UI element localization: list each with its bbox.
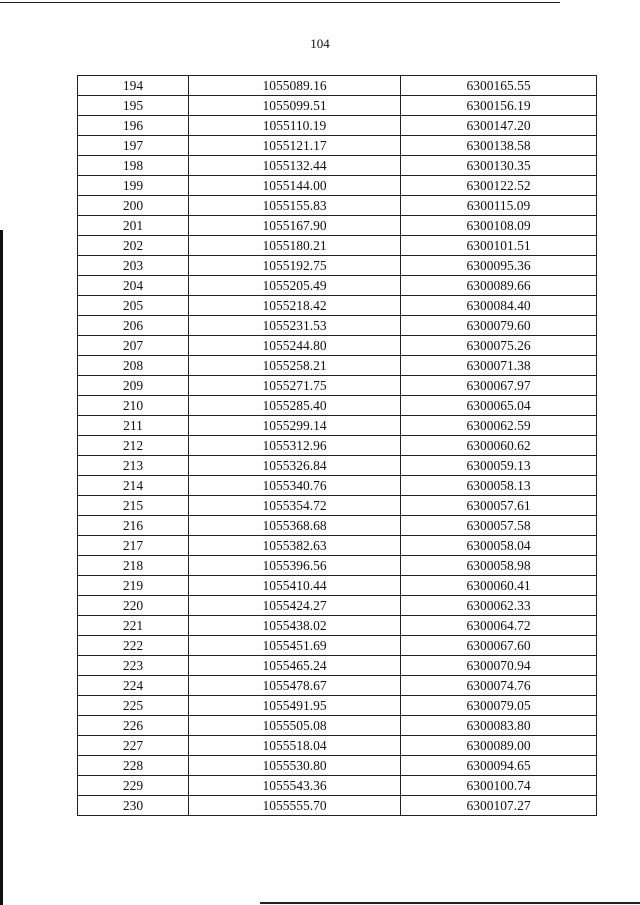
point-number-cell: 229	[78, 776, 189, 796]
y-coordinate-cell: 6300095.36	[401, 256, 597, 276]
table-row	[78, 456, 597, 476]
x-coordinate-cell: 1055438.02	[189, 616, 401, 636]
point-number-cell: 195	[78, 96, 189, 116]
table-row	[78, 276, 597, 296]
y-coordinate-cell: 6300079.05	[401, 696, 597, 716]
x-coordinate-cell: 1055180.21	[189, 236, 401, 256]
point-number-cell: 209	[78, 376, 189, 396]
scan-bottom-border	[260, 902, 640, 904]
point-number-cell: 221	[78, 616, 189, 636]
point-number-cell: 210	[78, 396, 189, 416]
x-coordinate-cell: 1055410.44	[189, 576, 401, 596]
y-coordinate-cell: 6300057.61	[401, 496, 597, 516]
point-number-cell: 214	[78, 476, 189, 496]
y-coordinate-cell: 6300115.09	[401, 196, 597, 216]
point-number-cell: 225	[78, 696, 189, 716]
x-coordinate-cell: 1055271.75	[189, 376, 401, 396]
x-coordinate-cell: 1055312.96	[189, 436, 401, 456]
y-coordinate-cell: 6300062.33	[401, 596, 597, 616]
table-row	[78, 536, 597, 556]
point-number-cell: 223	[78, 656, 189, 676]
table-row	[78, 756, 597, 776]
point-number-cell: 203	[78, 256, 189, 276]
table-row	[78, 776, 597, 796]
y-coordinate-cell: 6300101.51	[401, 236, 597, 256]
x-coordinate-cell: 1055368.68	[189, 516, 401, 536]
y-coordinate-cell: 6300067.60	[401, 636, 597, 656]
y-coordinate-cell: 6300079.60	[401, 316, 597, 336]
x-coordinate-cell: 1055424.27	[189, 596, 401, 616]
x-coordinate-cell: 1055285.40	[189, 396, 401, 416]
x-coordinate-cell: 1055555.70	[189, 796, 401, 816]
x-coordinate-cell: 1055144.00	[189, 176, 401, 196]
coordinates-table-body	[78, 76, 597, 816]
y-coordinate-cell: 6300107.27	[401, 796, 597, 816]
table-row	[78, 516, 597, 536]
point-number-cell: 228	[78, 756, 189, 776]
table-row	[78, 256, 597, 276]
x-coordinate-cell: 1055478.67	[189, 676, 401, 696]
y-coordinate-cell: 6300100.74	[401, 776, 597, 796]
table-row	[78, 296, 597, 316]
point-number-cell: 222	[78, 636, 189, 656]
point-number-cell: 197	[78, 136, 189, 156]
point-number-cell: 208	[78, 356, 189, 376]
point-number-cell: 206	[78, 316, 189, 336]
y-coordinate-cell: 6300071.38	[401, 356, 597, 376]
x-coordinate-cell: 1055382.63	[189, 536, 401, 556]
table-row	[78, 216, 597, 236]
y-coordinate-cell: 6300060.41	[401, 576, 597, 596]
y-coordinate-cell: 6300062.59	[401, 416, 597, 436]
point-number-cell: 216	[78, 516, 189, 536]
table-row	[78, 356, 597, 376]
y-coordinate-cell: 6300083.80	[401, 716, 597, 736]
point-number-cell: 212	[78, 436, 189, 456]
y-coordinate-cell: 6300070.94	[401, 656, 597, 676]
y-coordinate-cell: 6300058.04	[401, 536, 597, 556]
table-row	[78, 396, 597, 416]
coordinates-table	[77, 75, 597, 816]
x-coordinate-cell: 1055354.72	[189, 496, 401, 516]
table-row	[78, 696, 597, 716]
table-row	[78, 136, 597, 156]
table-row	[78, 176, 597, 196]
y-coordinate-cell: 6300089.66	[401, 276, 597, 296]
x-coordinate-cell: 1055396.56	[189, 556, 401, 576]
y-coordinate-cell: 6300058.98	[401, 556, 597, 576]
point-number-cell: 217	[78, 536, 189, 556]
scan-top-border	[0, 2, 560, 3]
y-coordinate-cell: 6300108.09	[401, 216, 597, 236]
table-row	[78, 476, 597, 496]
table-row	[78, 376, 597, 396]
y-coordinate-cell: 6300147.20	[401, 116, 597, 136]
point-number-cell: 227	[78, 736, 189, 756]
y-coordinate-cell: 6300059.13	[401, 456, 597, 476]
y-coordinate-cell: 6300165.55	[401, 76, 597, 96]
point-number-cell: 194	[78, 76, 189, 96]
table-row	[78, 616, 597, 636]
y-coordinate-cell: 6300122.52	[401, 176, 597, 196]
page-number: 104	[310, 36, 330, 51]
point-number-cell: 219	[78, 576, 189, 596]
x-coordinate-cell: 1055167.90	[189, 216, 401, 236]
x-coordinate-cell: 1055299.14	[189, 416, 401, 436]
point-number-cell: 196	[78, 116, 189, 136]
table-row	[78, 576, 597, 596]
point-number-cell: 224	[78, 676, 189, 696]
table-row	[78, 196, 597, 216]
table-row	[78, 316, 597, 336]
point-number-cell: 201	[78, 216, 189, 236]
x-coordinate-cell: 1055258.21	[189, 356, 401, 376]
y-coordinate-cell: 6300060.62	[401, 436, 597, 456]
y-coordinate-cell: 6300067.97	[401, 376, 597, 396]
point-number-cell: 213	[78, 456, 189, 476]
scan-left-edge	[0, 230, 3, 905]
x-coordinate-cell: 1055099.51	[189, 96, 401, 116]
x-coordinate-cell: 1055543.36	[189, 776, 401, 796]
y-coordinate-cell: 6300156.19	[401, 96, 597, 116]
x-coordinate-cell: 1055465.24	[189, 656, 401, 676]
table-row	[78, 496, 597, 516]
x-coordinate-cell: 1055340.76	[189, 476, 401, 496]
table-row	[78, 676, 597, 696]
y-coordinate-cell: 6300065.04	[401, 396, 597, 416]
y-coordinate-cell: 6300130.35	[401, 156, 597, 176]
x-coordinate-cell: 1055192.75	[189, 256, 401, 276]
table-row	[78, 436, 597, 456]
x-coordinate-cell: 1055505.08	[189, 716, 401, 736]
x-coordinate-cell: 1055231.53	[189, 316, 401, 336]
table-row	[78, 656, 597, 676]
y-coordinate-cell: 6300084.40	[401, 296, 597, 316]
point-number-cell: 202	[78, 236, 189, 256]
point-number-cell: 200	[78, 196, 189, 216]
point-number-cell: 207	[78, 336, 189, 356]
x-coordinate-cell: 1055089.16	[189, 76, 401, 96]
x-coordinate-cell: 1055205.49	[189, 276, 401, 296]
y-coordinate-cell: 6300138.58	[401, 136, 597, 156]
point-number-cell: 198	[78, 156, 189, 176]
point-number-cell: 205	[78, 296, 189, 316]
x-coordinate-cell: 1055491.95	[189, 696, 401, 716]
x-coordinate-cell: 1055518.04	[189, 736, 401, 756]
x-coordinate-cell: 1055530.80	[189, 756, 401, 776]
table-row	[78, 156, 597, 176]
table-row	[78, 236, 597, 256]
y-coordinate-cell: 6300064.72	[401, 616, 597, 636]
y-coordinate-cell: 6300057.58	[401, 516, 597, 536]
table-row	[78, 96, 597, 116]
point-number-cell: 220	[78, 596, 189, 616]
y-coordinate-cell: 6300094.65	[401, 756, 597, 776]
x-coordinate-cell: 1055121.17	[189, 136, 401, 156]
x-coordinate-cell: 1055451.69	[189, 636, 401, 656]
table-row	[78, 636, 597, 656]
x-coordinate-cell: 1055110.19	[189, 116, 401, 136]
table-row	[78, 736, 597, 756]
table-row	[78, 796, 597, 816]
x-coordinate-cell: 1055218.42	[189, 296, 401, 316]
x-coordinate-cell: 1055132.44	[189, 156, 401, 176]
point-number-cell: 226	[78, 716, 189, 736]
point-number-cell: 215	[78, 496, 189, 516]
table-row	[78, 116, 597, 136]
x-coordinate-cell: 1055155.83	[189, 196, 401, 216]
y-coordinate-cell: 6300089.00	[401, 736, 597, 756]
table-row	[78, 336, 597, 356]
table-row	[78, 596, 597, 616]
point-number-cell: 230	[78, 796, 189, 816]
point-number-cell: 204	[78, 276, 189, 296]
table-row	[78, 716, 597, 736]
point-number-cell: 199	[78, 176, 189, 196]
point-number-cell: 211	[78, 416, 189, 436]
table-row	[78, 76, 597, 96]
table-row	[78, 556, 597, 576]
x-coordinate-cell: 1055244.80	[189, 336, 401, 356]
table-row	[78, 416, 597, 436]
y-coordinate-cell: 6300074.76	[401, 676, 597, 696]
x-coordinate-cell: 1055326.84	[189, 456, 401, 476]
point-number-cell: 218	[78, 556, 189, 576]
y-coordinate-cell: 6300058.13	[401, 476, 597, 496]
y-coordinate-cell: 6300075.26	[401, 336, 597, 356]
